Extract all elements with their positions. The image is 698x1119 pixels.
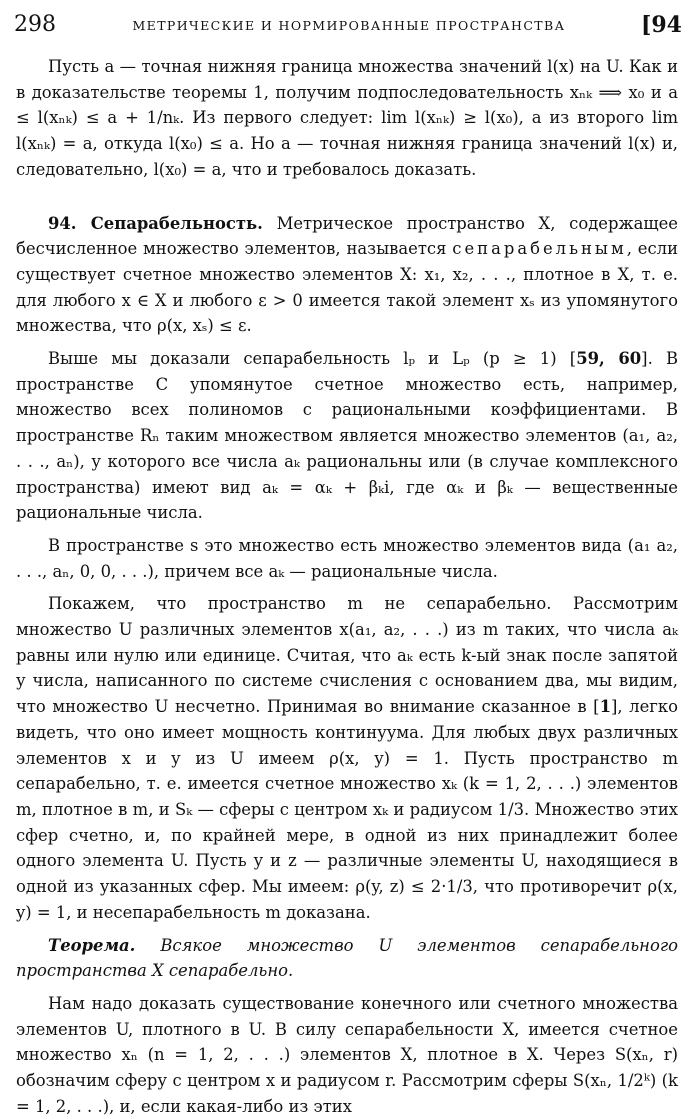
reference: 59, 60 bbox=[576, 349, 642, 369]
paragraph-separability-definition bbox=[16, 211, 678, 340]
theorem-label: Теорема. bbox=[48, 935, 136, 955]
page-number: 298 bbox=[14, 12, 56, 37]
paragraph-m-not-separable: Покажем, что пространство m не сепарабельно. Рассмотрим множество U различных элементов x(a₁, a₂, . . .) из m таких, что числа aₖ равны или нулю или единице. Считая, что aₖ есть k-ый знак после запятой у числа, написанного по системе счисления с основанием два, мы видим, что множество U несчетно. Принимая во внимание сказанное в [1], легко видеть, что оно имеет мощность континуума. Для любых двух различных элементов x и y из U имеем ρ(x, y) = 1. Пусть пространство m сепарабельно, т. е. имеется счетное множество xₖ (k = 1, 2, . . .) элементов m, плотное в m, и Sₖ — сферы с центром xₖ и радиусом 1/3. Множество этих сфер счетно, и, по крайней мере, в одной из них принадлежит более одного элемента U. Пусть y и z — различные элементы U, находящиеся в одной из указанных сфер. Мы имеем: ρ(y, z) ≤ 2·1/3, что противоречит ρ(x, y) = 1, и несепарабельность m доказана. bbox=[16, 594, 678, 922]
paragraph-examples: Выше мы доказали сепарабельность lₚ и Lₚ (p ≥ 1) [59, 60]. В пространстве C упомянутое счетное множество есть, например, множество всех полиномов с рациональными коэффициентами. В пространстве Rₙ таким множеством является множество элементов (a₁, a₂, . . ., aₙ), у которого все числа aₖ рациональны или (в случае комплексного пространства) имеют вид aₖ = αₖ + βₖi, где αₖ и βₖ — вещественные рациональные числа. bbox=[16, 349, 678, 523]
paragraph-proof-end: Пусть a — точная нижняя граница множества значений l(x) на U. Как и в доказательстве теоремы 1, получим подпоследовательность xₙₖ ⟹ x₀ и a ≤ l(xₙₖ) ≤ a + 1/nₖ. Из первого следует: lim l(xₙₖ) ≥ l(x₀), а из второго lim l(xₙₖ) = a, откуда l(x₀) ≤ a. Но a — точная нижняя граница значений l(x) и, следовательно, l(x₀) = a, что и требовалось доказать. bbox=[16, 57, 678, 179]
theorem-statement: Всякое множество U элементов сепарабельного пространства X сепарабельно. bbox=[16, 935, 678, 981]
section-number: 94 bbox=[651, 12, 682, 38]
paragraph-space-s: В пространстве s это множество есть множество элементов вида (a₁ a₂, . . ., aₙ, 0, 0, . . .), причем все aₖ — рациональные числа. bbox=[16, 535, 678, 581]
section-marker: [94 bbox=[640, 12, 682, 38]
theorem bbox=[16, 933, 678, 984]
defined-term: сепарабельным bbox=[452, 239, 627, 259]
section-title: 94. Сепарабельность. bbox=[48, 213, 263, 233]
reference: 1 bbox=[599, 697, 611, 717]
running-title: МЕТРИЧЕСКИЕ И НОРМИРОВАННЫЕ ПРОСТРАНСТВА bbox=[132, 18, 566, 33]
paragraph-theorem-proof: Нам надо доказать существование конечного или счетного множества элементов U, плотного в U. В силу сепарабельности X, имеется счетное множество xₙ (n = 1, 2, . . .) элементов X, плотное в X. Через S(xₙ, r) обозначим сферу с центром x и радиусом r. Рассмотрим сферы S(xₙ, 1/2ᵏ) (k = 1, 2, . . .), и, если какая-либо из этих bbox=[16, 993, 678, 1116]
definition-text-end: , если существует счетное множество элементов X: x₁, x₂, . . ., плотное в X, т. е. для любого x ∈ X и любого ε > 0 имеется такой элемент xₛ из упомянутого множества, что ρ(x, xₛ) ≤ ε. bbox=[16, 239, 679, 336]
page-body bbox=[16, 54, 678, 1119]
definition-text-start: Метрическое пространство X, содержащее бесчисленное множество элементов, называется bbox=[16, 213, 678, 259]
running-header bbox=[14, 10, 684, 40]
